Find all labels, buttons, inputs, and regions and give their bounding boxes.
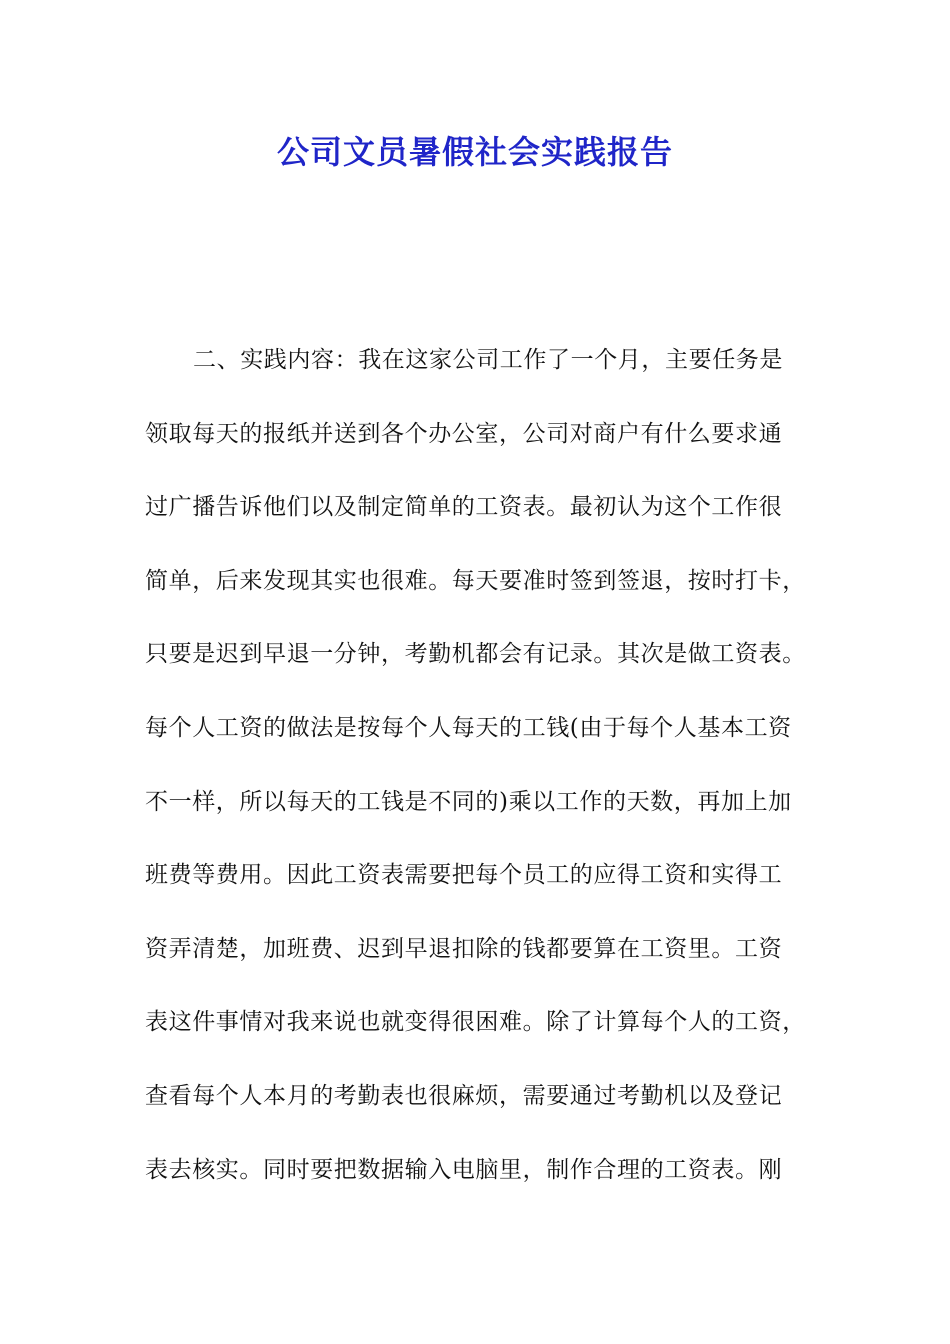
body-line: 表这件事情对我来说也就变得很困难。除了计算每个人的工资， xyxy=(145,1009,806,1036)
document-body xyxy=(145,337,810,1220)
body-line: 只要是迟到早退一分钟，考勤机都会有记录。其次是做工资表。 xyxy=(145,641,806,668)
body-line: 过广播告诉他们以及制定简单的工资表。最初认为这个工作很 xyxy=(145,494,783,521)
body-line: 每个人工资的做法是按每个人每天的工钱(由于每个人基本工资 xyxy=(145,714,792,741)
body-line: 不一样，所以每天的工钱是不同的)乘以工作的天数，再加上加 xyxy=(145,788,792,815)
body-line: 资弄清楚，加班费、迟到早退扣除的钱都要算在工资里。工资 xyxy=(145,935,783,962)
body-line: 班费等费用。因此工资表需要把每个员工的应得工资和实得工 xyxy=(145,862,783,889)
body-line: 二、实践内容：我在这家公司工作了一个月，主要任务是 xyxy=(193,347,783,373)
document-title: 公司文员暑假社会实践报告 xyxy=(276,133,673,171)
body-line: 查看每个人本月的考勤表也很麻烦，需要通过考勤机以及登记 xyxy=(145,1082,783,1109)
body-line: 表去核实。同时要把数据输入电脑里，制作合理的工资表。刚 xyxy=(145,1156,783,1183)
body-line: 简单，后来发现其实也很难。每天要准时签到签退，按时打卡， xyxy=(145,567,806,594)
body-line: 领取每天的报纸并送到各个办公室，公司对商户有什么要求通 xyxy=(145,420,783,447)
